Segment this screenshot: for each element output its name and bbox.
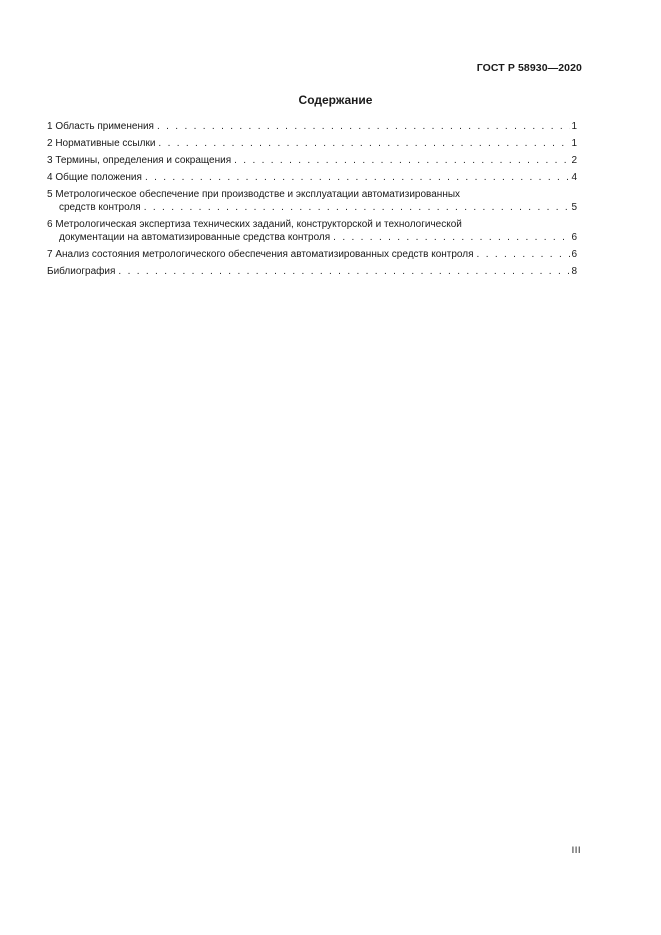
- toc-line: [47, 171, 577, 184]
- toc-entry-page: 6: [571, 232, 577, 243]
- toc-line: [47, 137, 577, 150]
- toc-title: Содержание: [298, 93, 373, 107]
- toc-entry-5[interactable]: [47, 188, 577, 214]
- dot-leader: [157, 120, 570, 133]
- toc-entry-2[interactable]: [47, 137, 577, 150]
- page-number: III: [571, 845, 581, 856]
- document-code: ГОСТ Р 58930—2020: [476, 62, 582, 74]
- dot-leader: [234, 154, 570, 167]
- toc-entry-title: 4 Общие положения: [47, 172, 142, 183]
- toc-entry-page: 2: [571, 155, 577, 166]
- toc-entry-7[interactable]: [47, 248, 577, 261]
- toc-line: [47, 265, 577, 278]
- dot-leader: [477, 248, 571, 261]
- toc-line: [47, 231, 577, 244]
- dot-leader: [333, 231, 570, 244]
- toc-entry-page: 8: [571, 266, 577, 277]
- dot-leader: [158, 137, 570, 150]
- toc-entry-title: 2 Нормативные ссылки: [47, 138, 156, 149]
- toc-entry-title: Библиография: [47, 266, 116, 277]
- toc-entry-title-continued: средств контроля: [59, 202, 141, 213]
- toc-entry-1[interactable]: [47, 120, 577, 133]
- toc-entry-page: 6: [571, 249, 577, 260]
- dot-leader: [145, 171, 571, 184]
- toc-entry-title: 1 Область применения: [47, 121, 154, 132]
- dot-leader: [118, 265, 570, 278]
- toc-entry-page: 5: [571, 202, 577, 213]
- toc-entry-bibliography[interactable]: [47, 265, 577, 278]
- toc-entry-title-line: 5 Метрологическое обеспечение при производстве и эксплуатации автоматизированных: [47, 189, 461, 200]
- dot-leader: [144, 201, 571, 214]
- toc-line: [47, 154, 577, 167]
- toc-line: [47, 120, 577, 133]
- toc-entry-title: 7 Анализ состояния метрологического обеспечения автоматизированных средств контроля: [47, 249, 474, 260]
- table-of-contents: [47, 120, 577, 282]
- toc-entry-page: 4: [571, 172, 577, 183]
- toc-line: [47, 201, 577, 214]
- toc-entry-title: 3 Термины, определения и сокращения: [47, 155, 232, 166]
- toc-entry-page: 1: [571, 138, 577, 149]
- toc-entry-page: 1: [571, 121, 577, 132]
- toc-entry-3[interactable]: [47, 154, 577, 167]
- toc-entry-6[interactable]: [47, 218, 577, 244]
- toc-entry-title-line: 6 Метрологическая экспертиза технических заданий, конструкторской и технологической: [47, 219, 462, 230]
- toc-entry-4[interactable]: [47, 171, 577, 184]
- toc-line: [47, 248, 577, 261]
- toc-entry-title-continued: документации на автоматизированные средства контроля: [59, 232, 331, 243]
